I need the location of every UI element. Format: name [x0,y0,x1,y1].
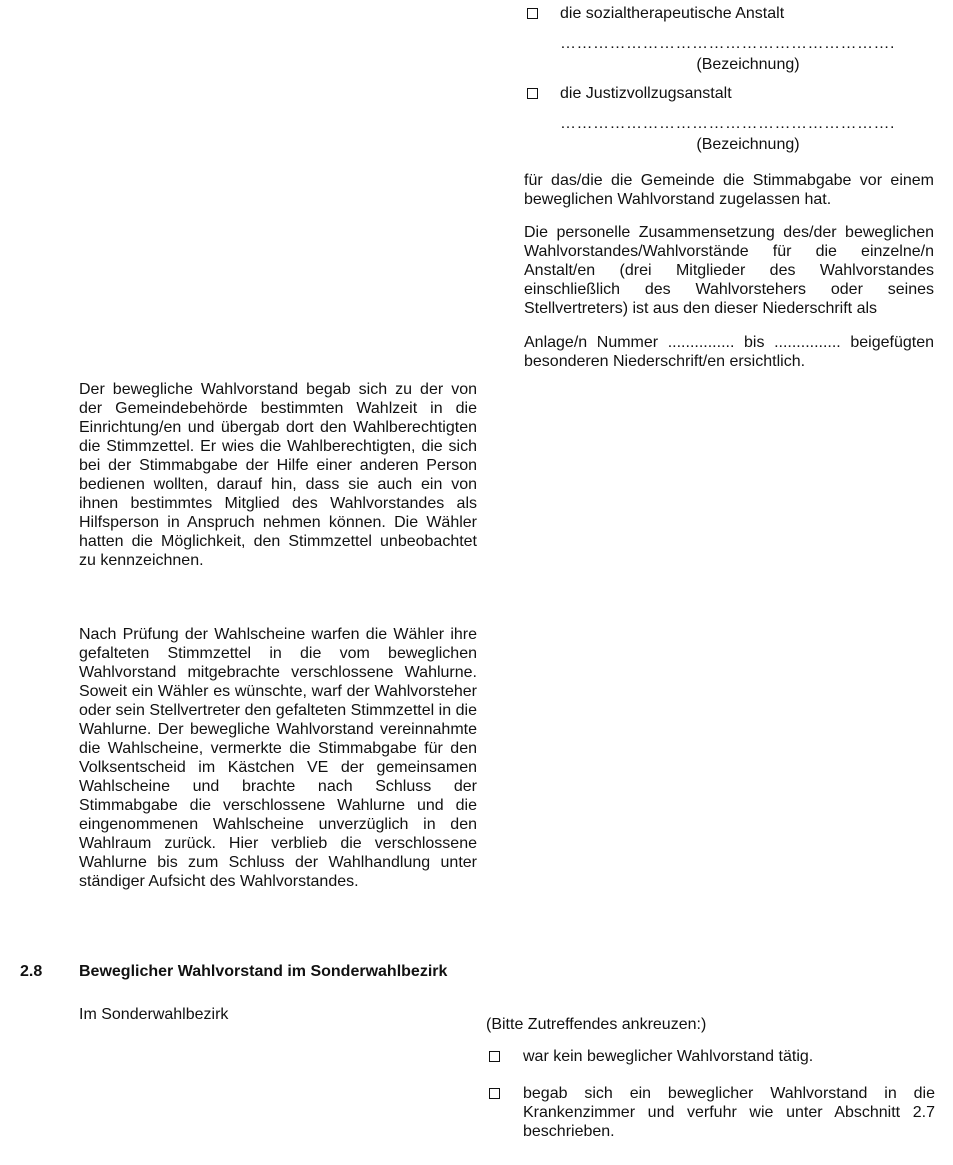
paragraph-wahlvorstand-begab: Der bewegliche Wahlvorstand begab sich zu der von der Gemeindebehörde bestimmten Wahlzeit in die Einrichtung/en und übergab dort den Wahlberechtigten die Stimmzettel. Er wies die Wahlberechtigten, die sich bei der Stimmabgabe der Hilfe einer anderen Person bedienen wollten, darauf hin, dass sie auch ein von ihnen bestimmtes Mitglied des Wahlvorstandes als Hilfsperson in Anspruch nehmen können. Die Wähler hatten die Möglichkeit, den Stimmzettel unbeobachtet zu kennzeichnen. [79,381,477,569]
option-label: war kein beweglicher Wahlvorstand tätig. [523,1048,814,1065]
paragraph-personelle-zusammensetzung: Die personelle Zusammensetzung des/der beweglichen Wahlvorstandes/Wahlvorstände für die einzelne/n Anstalt/en (drei Mitglieder des Wahlvorstandes einschließlich des Wahlvorstehers oder seines Stellvertreters) ist aus den dieser Niederschrift als [524,224,934,317]
option-label: begab sich ein beweglicher Wahlvorstand in die Krankenzimmer und verfuhr wie unter Abschnitt 2.7 beschrieben. [523,1085,935,1140]
section-intro: Im Sonderwahlbezirk [79,1006,229,1023]
paragraph-pruefung-wahlscheine: Nach Prüfung der Wahlscheine warfen die Wähler ihre gefalteten Stimmzettel in die vom beweglichen Wahlvorstand mitgebrachte verschlossene Wahlurne. Soweit ein Wähler es wünschte, warf der Wahlvorsteher oder sein Stellvertreter den gefalteten Stimmzettel in die Wahlurne. Der bewegliche Wahlvorstand vereinnahmte die Wahlscheine, vermerkte die Stimmabgabe für den Volksentscheid im Kästchen VE der gemeinsamen Wahlscheine und brachte nach Schluss der Stimmabgabe die verschlossene Wahlurne und die eingenommenen Wahlscheine unverzüglich in den Wahlraum zurück. Hier verblieb die verschlossene Wahlurne bis zum Schluss der Wahlhandlung unter ständiger Aufsicht des Wahlvorstandes. [79,626,477,890]
section-title: Beweglicher Wahlvorstand im Sonderwahlbezirk [79,963,448,980]
dotted-fill-line[interactable]: ……………………………………………………. [560,35,895,52]
checkbox-option-kein-wahlvorstand[interactable] [489,1047,935,1066]
option-label: die sozialtherapeutische Anstalt [560,5,785,22]
checkbox-option-sozialtherapeutische-anstalt[interactable] [527,4,784,23]
option-label: die Justizvollzugsanstalt [560,85,732,102]
checkbox-option-justizvollzugsanstalt[interactable] [527,84,732,103]
checkbox-option-begab-krankenzimmer[interactable] [489,1084,935,1141]
section-number: 2.8 [20,963,43,980]
bezeichnung-caption: (Bezeichnung) [696,56,800,73]
bezeichnung-caption: (Bezeichnung) [696,136,800,153]
paragraph-anlage-nummer: Anlage/n Nummer ............... bis ............... beigefügten besonderen Niederschrift/en ersichtlich. [524,334,934,370]
paragraph-gemeinde-zugelassen: für das/die die Gemeinde die Stimmabgabe vor einem beweglichen Wahlvorstand zugelassen hat. [524,172,934,208]
checkbox-kein-wahlvorstand[interactable] [489,1051,500,1062]
instruction-hint: (Bitte Zutreffendes ankreuzen:) [486,1016,707,1033]
checkbox-justizvollzugsanstalt[interactable] [527,88,538,99]
dotted-fill-line[interactable]: ……………………………………………………. [560,115,895,132]
checkbox-sozialtherapeutische-anstalt[interactable] [527,8,538,19]
checkbox-begab-krankenzimmer[interactable] [489,1088,500,1099]
